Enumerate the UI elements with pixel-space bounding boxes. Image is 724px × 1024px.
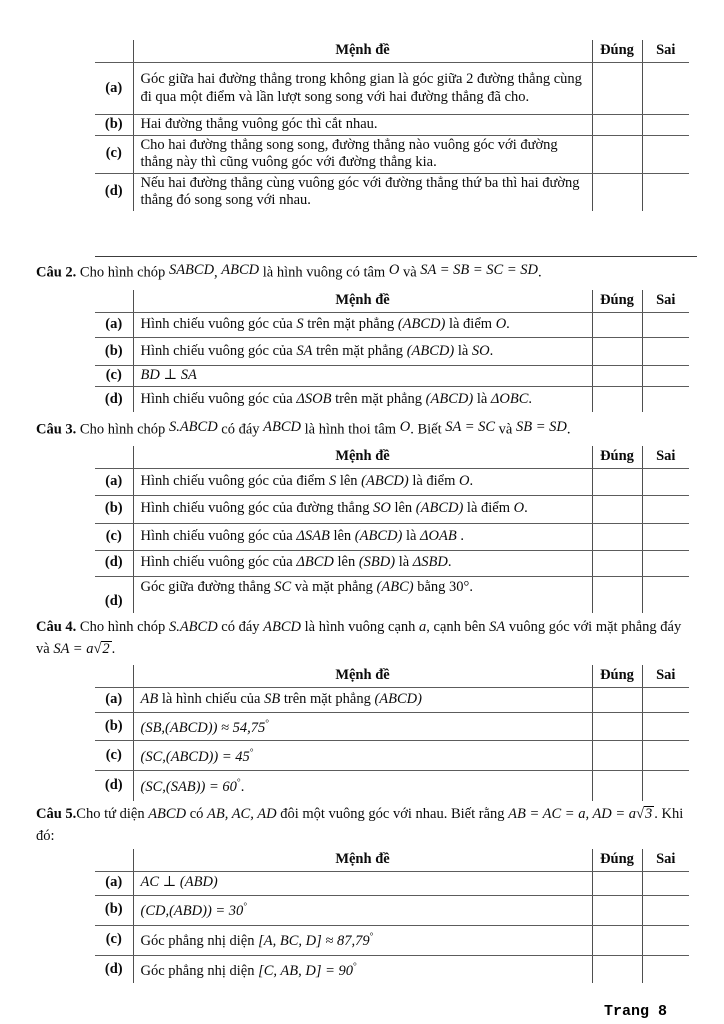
text-run: . Biết <box>410 421 446 438</box>
sai-answer-cell <box>642 468 689 495</box>
math-text: BD ⊥ SA <box>140 367 197 383</box>
math-text: SB <box>264 691 281 708</box>
false-header: Sai <box>642 446 689 469</box>
row-label: (d) <box>104 960 123 977</box>
text-run: có đáy <box>217 619 264 635</box>
dung-answer-cell <box>592 338 642 366</box>
math-text: ABCD <box>148 805 187 822</box>
text-run: là hình vuông cạnh <box>301 619 420 635</box>
math-text: SA <box>296 342 313 359</box>
math-text: AB, AC, AD <box>207 805 277 822</box>
sai-answer-cell <box>642 495 689 523</box>
label-header-cell <box>95 446 133 469</box>
text-run: bằng 30°. <box>413 578 473 595</box>
table-header-row <box>95 290 689 313</box>
text-run: là điểm <box>408 472 460 489</box>
label-header-cell <box>95 290 133 313</box>
row-label: (c) <box>95 523 133 550</box>
table-header-row <box>95 849 689 872</box>
sai-answer-cell <box>642 313 689 338</box>
statement-text <box>133 713 592 741</box>
dung-answer-cell <box>592 115 642 136</box>
row-label: (b) <box>95 895 133 925</box>
math-text: (ABCD) <box>361 472 409 489</box>
cau5-table <box>95 849 689 984</box>
text-run: ° <box>236 778 241 789</box>
statement-header: Mệnh đề <box>133 665 592 688</box>
statement-text <box>133 115 592 136</box>
text-run: trên mặt phẳng <box>303 316 398 333</box>
text-run: Hình chiếu vuông góc của <box>140 342 297 359</box>
math-text: SA = SC <box>445 419 496 435</box>
statement-header: Mệnh đề <box>133 290 592 313</box>
statement-text <box>133 135 592 173</box>
text-run: Câu 4. <box>36 619 77 635</box>
statement-text <box>133 366 592 387</box>
cau2-intro <box>36 259 698 284</box>
math-text: O <box>459 472 470 489</box>
math-text: (ABCD) <box>425 390 474 407</box>
row-label: (b) <box>95 713 133 741</box>
text-run: Góc phẳng nhị diện <box>140 933 259 950</box>
table-row <box>95 135 689 173</box>
math-text: [A, BC, D] ≈ 87,79 <box>258 933 370 950</box>
row-label: (c) <box>95 925 133 955</box>
table-row <box>95 386 689 412</box>
dung-answer-cell <box>592 741 642 771</box>
label-header-cell <box>95 849 133 872</box>
math-text: SC <box>274 578 292 595</box>
dung-answer-cell <box>592 576 642 613</box>
sai-answer-cell <box>642 741 689 771</box>
statement-text <box>133 313 592 338</box>
dung-answer-cell <box>592 386 642 412</box>
section-divider <box>95 256 697 257</box>
true-header: Đúng <box>592 40 642 63</box>
statement-header: Mệnh đề <box>133 849 592 872</box>
sai-answer-cell <box>642 550 689 576</box>
text-run: Cho hình chóp <box>76 421 169 438</box>
statement-text <box>133 338 592 366</box>
text-run: ° <box>369 932 374 943</box>
math-text: [C, AB, D] = 90 <box>258 962 354 979</box>
dung-answer-cell <box>592 495 642 523</box>
text-run: Hình chiếu vuông góc của đường thẳng <box>140 500 374 517</box>
dung-answer-cell <box>592 63 642 115</box>
row-label: (d) <box>104 183 123 200</box>
text-run: lên <box>329 527 355 544</box>
math-text: 2 <box>102 641 110 657</box>
math-text: SA = SB = SC = SD <box>420 261 538 278</box>
cau4-intro <box>36 616 698 660</box>
statement-text <box>133 468 592 495</box>
text-run: Hình chiếu vuông góc của <box>140 316 297 333</box>
page-number: Trang 8 <box>603 1003 667 1020</box>
text-run: Nếu hai đường thẳng cùng vuông góc với đường thẳng thứ ba thì hai đường thẳng đó song song với nhau. <box>140 174 580 208</box>
math-text: ΔBCD <box>296 554 334 571</box>
dung-answer-cell <box>592 955 642 983</box>
math-text: √ <box>636 805 645 822</box>
table-row <box>95 313 689 338</box>
text-run: ° <box>265 718 270 729</box>
statement-header: Mệnh đề <box>133 446 592 469</box>
table-row <box>95 713 689 741</box>
text-run: . <box>447 554 452 571</box>
dung-answer-cell <box>592 135 642 173</box>
text-run: là hình thoi tâm <box>301 421 400 438</box>
table-row <box>95 523 689 550</box>
sai-answer-cell <box>642 871 689 895</box>
math-text: (ABCD) <box>415 500 464 517</box>
text-run: . <box>566 421 571 438</box>
table-row <box>95 576 689 613</box>
text-run: Cho hình chóp <box>76 264 169 280</box>
text-run: là <box>395 554 413 571</box>
text-run: Góc giữa hai đường thẳng trong không gian là góc giữa 2 đường thẳng cùng đi qua một điểm và lần lượt song song với hai đường thẳng đã cho. <box>140 71 582 105</box>
dung-answer-cell <box>592 713 642 741</box>
row-label: (c) <box>95 366 133 387</box>
label-header-cell <box>95 665 133 688</box>
table-row <box>95 173 689 211</box>
statement-text <box>133 386 592 412</box>
true-header: Đúng <box>592 849 642 872</box>
table-row <box>95 955 689 983</box>
math-text: AB <box>140 691 159 708</box>
table-row <box>95 115 689 136</box>
table-row <box>95 741 689 771</box>
math-text: SO <box>373 500 391 517</box>
text-run: Hình chiếu vuông góc của <box>140 527 297 544</box>
text-run: Góc giữa đường thẳng <box>140 578 275 595</box>
text-run: là hình vuông có tâm <box>259 264 389 280</box>
math-text: a <box>419 619 427 635</box>
cau3-table <box>95 446 689 614</box>
math-text: ABCD <box>221 261 260 278</box>
table-row <box>95 871 689 895</box>
math-text: (ABCD) <box>406 342 455 359</box>
math-text: ABCD <box>263 619 302 635</box>
math-text: ΔOAB <box>420 527 457 544</box>
dung-answer-cell <box>592 771 642 801</box>
sai-answer-cell <box>642 173 689 211</box>
statement-text <box>133 576 592 613</box>
dung-answer-cell <box>592 550 642 576</box>
text-run: Hình chiếu vuông góc của điểm <box>140 472 329 489</box>
sai-answer-cell <box>642 895 689 925</box>
text-run: là <box>454 342 472 359</box>
table-header-row <box>95 446 689 469</box>
table-row <box>95 771 689 801</box>
text-run: Câu 5. <box>36 805 77 822</box>
row-label: (b) <box>95 495 133 523</box>
text-run: Cho tứ diện <box>76 805 149 822</box>
text-run: Góc phẳng nhị diện <box>140 962 259 979</box>
row-label: (a) <box>95 468 133 495</box>
statement-text <box>133 688 592 713</box>
table-header-row <box>95 40 689 63</box>
text-run: là hình chiếu của <box>158 691 265 708</box>
sai-answer-cell <box>642 115 689 136</box>
table-header-row <box>95 665 689 688</box>
text-run: đôi một vuông góc với nhau. Biết rằng <box>276 805 509 822</box>
math-text: S.ABCD <box>168 419 218 435</box>
text-run: trên mặt phẳng <box>280 691 375 708</box>
math-text: (ABCD) <box>354 527 403 544</box>
row-label: (d) <box>104 777 123 793</box>
sai-answer-cell <box>642 135 689 173</box>
text-run: là điểm <box>445 316 496 333</box>
text-run: , <box>214 264 222 280</box>
text-run: có đáy <box>217 421 264 438</box>
math-text: (SC,(ABCD)) = 45 <box>140 748 250 765</box>
math-text: ΔSOB <box>296 390 332 407</box>
math-text: ABCD <box>263 419 302 435</box>
sai-answer-cell <box>642 771 689 801</box>
text-run: . <box>489 342 494 359</box>
true-header: Đúng <box>592 290 642 313</box>
true-header: Đúng <box>592 446 642 469</box>
table-row <box>95 495 689 523</box>
text-run: . <box>111 641 116 657</box>
math-text: S <box>328 472 337 489</box>
false-header: Sai <box>642 849 689 872</box>
text-run: và <box>399 264 421 280</box>
text-run: là <box>473 390 491 407</box>
table-row <box>95 550 689 576</box>
sai-answer-cell <box>642 338 689 366</box>
math-text: SA = a <box>53 641 94 657</box>
sai-answer-cell <box>642 523 689 550</box>
dung-answer-cell <box>592 895 642 925</box>
text-run: . <box>537 264 542 280</box>
row-label: (b) <box>95 338 133 366</box>
math-text: √ <box>93 641 102 657</box>
table-row <box>95 63 689 115</box>
text-run: . <box>506 316 510 333</box>
table-row <box>95 468 689 495</box>
statement-text <box>133 955 592 983</box>
text-run: . <box>456 527 464 544</box>
text-run: . <box>240 778 245 795</box>
text-run: Câu 2. <box>36 264 77 280</box>
row-label: (c) <box>95 741 133 771</box>
sai-answer-cell <box>642 366 689 387</box>
text-run: lên <box>333 554 359 571</box>
math-text: (ABC) <box>376 578 414 595</box>
text-run: Câu 3. <box>36 421 77 438</box>
statement-text <box>133 925 592 955</box>
row-label: (c) <box>95 135 133 173</box>
cau3-intro <box>36 416 698 441</box>
math-text: ΔOBC <box>490 390 529 407</box>
table-row <box>95 338 689 366</box>
sai-answer-cell <box>642 688 689 713</box>
text-run: Cho hai đường thẳng song song, đường thẳng nào vuông góc với đường thẳng này thì cũng vuông góc với đường thẳng kia. <box>140 136 558 170</box>
math-text: O <box>399 419 411 435</box>
row-label: (d) <box>95 550 133 576</box>
math-text: O <box>495 316 507 333</box>
text-run: ° <box>243 902 248 913</box>
math-text: S.ABCD <box>168 619 218 635</box>
math-text: SO <box>471 342 490 359</box>
table-row <box>95 366 689 387</box>
false-header: Sai <box>642 665 689 688</box>
math-text: (SBD) <box>358 554 396 571</box>
math-text: ΔSAB <box>296 527 330 544</box>
row-label: (a) <box>95 871 133 895</box>
cau2-table <box>95 290 689 412</box>
math-text: (ABCD) <box>397 316 446 333</box>
math-text: (SC,(SAB)) = 60 <box>140 778 237 795</box>
math-text: (CD,(ABD)) = 30 <box>140 903 244 920</box>
math-text: 3 <box>645 805 653 822</box>
dung-answer-cell <box>592 523 642 550</box>
cau1-table <box>95 40 689 211</box>
row-label: (d) <box>104 390 123 407</box>
text-run: và mặt phẳng <box>291 578 377 595</box>
text-run: là điểm <box>463 500 514 517</box>
cau4-table <box>95 665 689 801</box>
cau5-intro <box>36 803 698 847</box>
statement-text <box>133 495 592 523</box>
row-label: (a) <box>95 63 133 115</box>
math-text: AC ⊥ (ABD) <box>140 874 218 891</box>
text-run: . <box>528 390 533 407</box>
text-run: Cho hình chóp <box>76 619 169 635</box>
false-header: Sai <box>642 290 689 313</box>
row-label: (b) <box>95 115 133 136</box>
statement-header: Mệnh đề <box>133 40 592 63</box>
math-text: O <box>388 261 400 278</box>
table-row <box>95 688 689 713</box>
sai-answer-cell <box>642 713 689 741</box>
text-run: có <box>186 805 207 822</box>
text-run: và <box>495 421 516 438</box>
text-run: lên <box>336 472 362 489</box>
row-label: (a) <box>95 688 133 713</box>
statement-text <box>133 741 592 771</box>
dung-answer-cell <box>592 871 642 895</box>
sai-answer-cell <box>642 576 689 613</box>
text-run: trên mặt phẳng <box>331 390 426 407</box>
math-text: SABCD <box>168 261 215 278</box>
math-text: ΔSBD <box>412 554 448 571</box>
sai-answer-cell <box>642 386 689 412</box>
row-label: (a) <box>95 313 133 338</box>
text-run: Hai đường thẳng vuông góc thì cắt nhau. <box>140 116 378 132</box>
statement-text <box>133 173 592 211</box>
math-text: AB = AC = a, AD = a <box>508 805 637 822</box>
row-label: (d) <box>104 592 123 609</box>
statement-text <box>133 550 592 576</box>
text-run: ° <box>353 961 357 972</box>
math-text: (ABCD) <box>374 691 422 708</box>
text-run: . Khi đó: <box>36 805 684 844</box>
table-row <box>95 925 689 955</box>
sai-answer-cell <box>642 63 689 115</box>
dung-answer-cell <box>592 925 642 955</box>
true-header: Đúng <box>592 665 642 688</box>
dung-answer-cell <box>592 468 642 495</box>
dung-answer-cell <box>592 366 642 387</box>
math-text: (SB,(ABCD)) ≈ 54,75 <box>140 719 266 736</box>
statement-text <box>133 871 592 895</box>
math-text: SB = SD <box>515 419 567 435</box>
dung-answer-cell <box>592 313 642 338</box>
text-run: lên <box>390 500 416 517</box>
text-run: . <box>524 500 528 517</box>
label-header-cell <box>95 40 133 63</box>
text-run: Hình chiếu vuông góc của <box>140 554 297 571</box>
dung-answer-cell <box>592 173 642 211</box>
text-run: ° <box>249 747 254 758</box>
math-text: S <box>296 316 304 333</box>
text-run: , cạnh bên <box>426 619 490 635</box>
math-text: SA <box>489 619 506 635</box>
text-run: vuông góc với mặt phẳng đáy và <box>36 619 682 657</box>
text-run: trên mặt phẳng <box>312 342 407 359</box>
text-run: . <box>469 472 474 489</box>
sai-answer-cell <box>642 925 689 955</box>
false-header: Sai <box>642 40 689 63</box>
statement-text <box>133 771 592 801</box>
text-run: Hình chiếu vuông góc của <box>140 390 297 407</box>
statement-text <box>133 523 592 550</box>
statement-text <box>133 63 592 115</box>
table-row <box>95 895 689 925</box>
statement-text <box>133 895 592 925</box>
dung-answer-cell <box>592 688 642 713</box>
sai-answer-cell <box>642 955 689 983</box>
text-run: là <box>402 527 421 544</box>
math-text: O <box>513 500 525 517</box>
